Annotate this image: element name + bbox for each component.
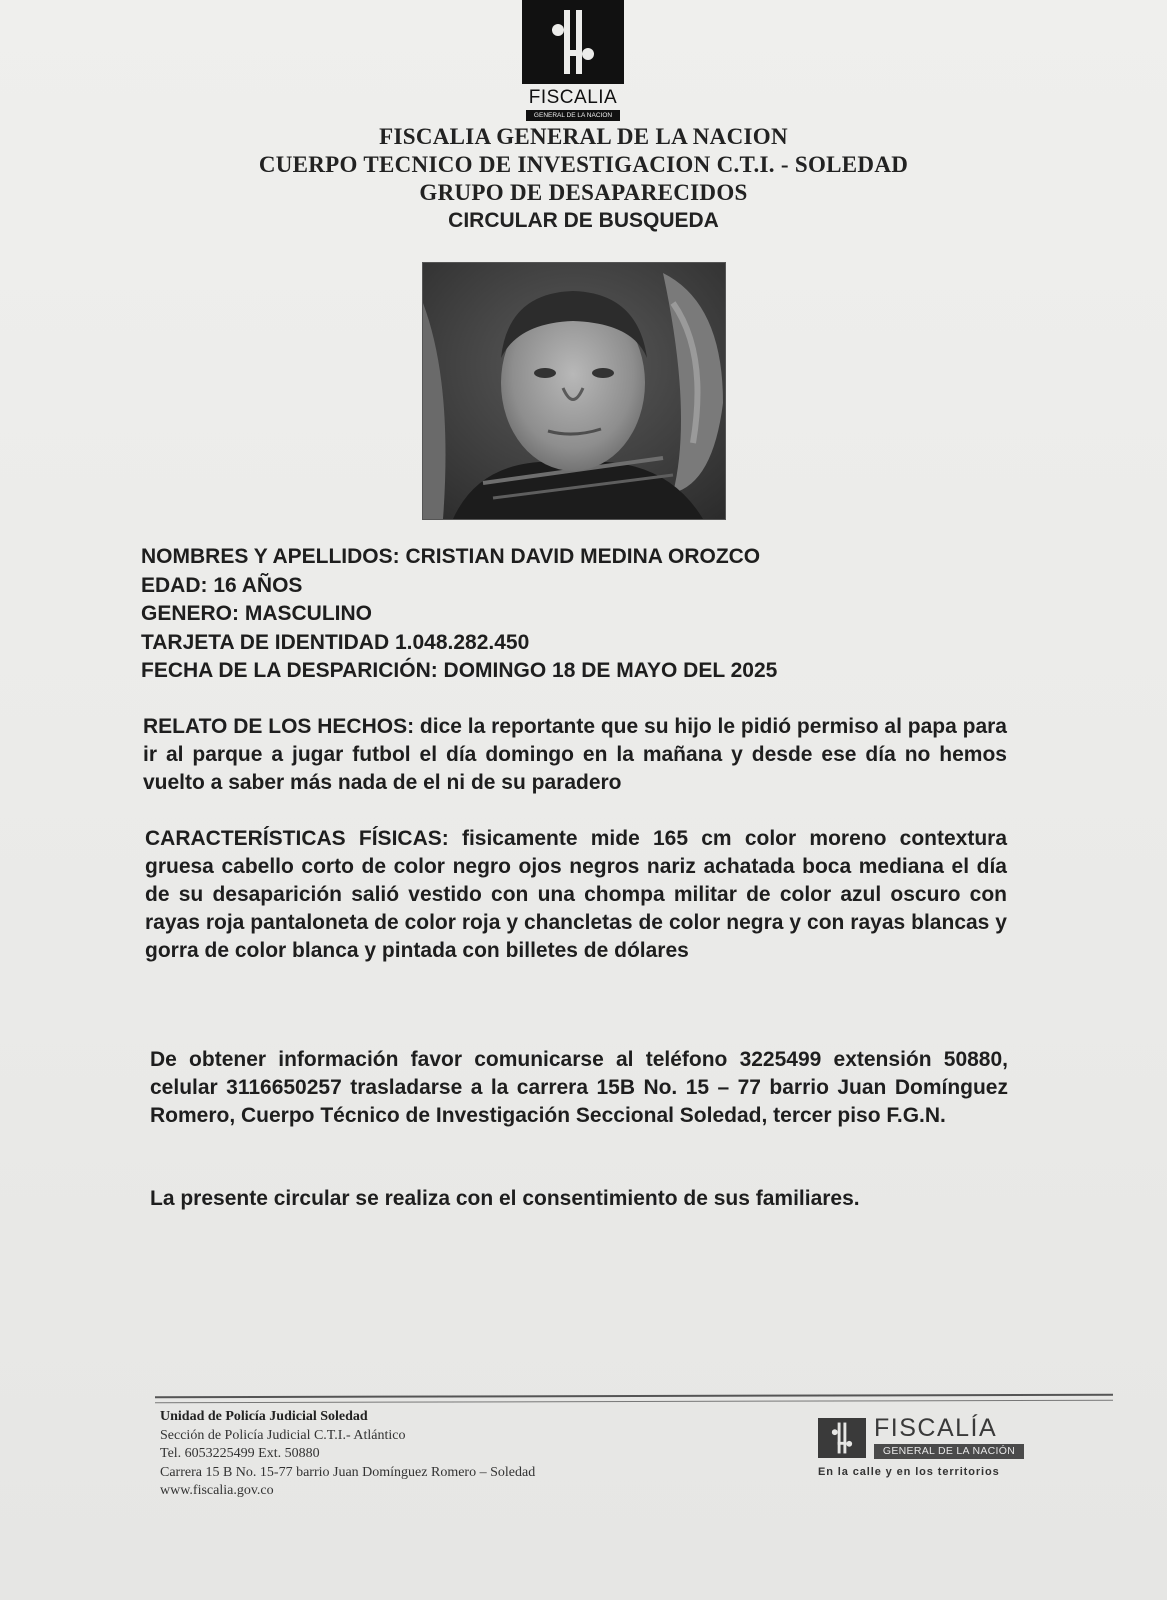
heading-group: GRUPO DE DESAPARECIDOS [419,180,748,205]
field-age: EDAD: 16 AÑOS [141,573,303,597]
facts-paragraph: RELATO DE LOS HECHOS: dice la reportante que su hijo le pidió permiso al papa para ir al parque a jugar futbol el día domingo en la mañana y desde ese día no hemos vuelto a saber más nada de el ni de su paradero [143,715,1007,794]
field-disappearance-date: FECHA DE LA DESPARICIÓN: DOMINGO 18 DE MAYO DEL 2025 [141,659,778,682]
puzzle-icon [818,1418,866,1458]
footer-phone: Tel. 6053225499 Ext. 50880 [160,1446,320,1461]
fiscalia-logo [522,0,624,121]
physical-traits-paragraph: CARACTERÍSTICAS FÍSICAS: fisicamente mide 165 cm color moreno contextura gruesa cabello corto de color negro ojos negros nariz achatada boca mediana el día de su desaparición salió vestido con una chompa militar de color azul oscuro con rayas roja pantaloneta de color roja y chancletas de color negra y con rayas blancas y gorra de color blanca y pintada con billetes de dólares [145,827,1007,962]
logo-wordmark: FISCALIA [528,87,618,108]
heading-unit: CUERPO TECNICO DE INVESTIGACION C.T.I. - SOLEDAD [258,152,909,177]
logo-subtitle: GENERAL DE LA NACION [526,110,620,121]
footer-unit: Unidad de Policía Judicial Soledad [160,1409,368,1424]
field-id-card: TARJETA DE IDENTIDAD 1.048.282.450 [141,630,530,654]
contact-paragraph: De obtener información favor comunicarse al teléfono 3225499 extensión 50880, celular 3116650257 trasladarse a la carrera 15B No. 15 – 77 barrio Juan Domínguez Romero, Cuerpo Técnico de Investigación Seccional Soledad, tercer piso F.G.N. [150,1048,1008,1127]
footer-logo-wordmark: FISCALÍA [874,1414,998,1442]
field-name: NOMBRES Y APELLIDOS: CRISTIAN DAVID MEDINA OROZCO [141,545,761,568]
consent-paragraph: La presente circular se realiza con el consentimiento de sus familiares. [150,1187,860,1210]
puzzle-icon [522,0,624,84]
heading-institution: FISCALIA GENERAL DE LA NACION [379,124,788,149]
footer-address: Carrera 15 B No. 15-77 barrio Juan Domínguez Romero – Soledad [160,1464,536,1480]
heading-circular: CIRCULAR DE BUSQUEDA [448,209,719,232]
field-gender: GENERO: MASCULINO [141,602,372,625]
missing-person-photo [422,262,726,520]
footer-website: www.fiscalia.gov.co [160,1483,274,1498]
person-details [141,543,777,686]
footer-section: Sección de Policía Judicial C.T.I.- Atlántico [160,1427,406,1443]
footer-divider [155,1394,1113,1404]
footer-contact [160,1408,535,1501]
footer-logo-subtitle: GENERAL DE LA NACIÓN [874,1444,1024,1459]
footer-logo-tagline: En la calle y en los territorios [818,1466,1000,1478]
